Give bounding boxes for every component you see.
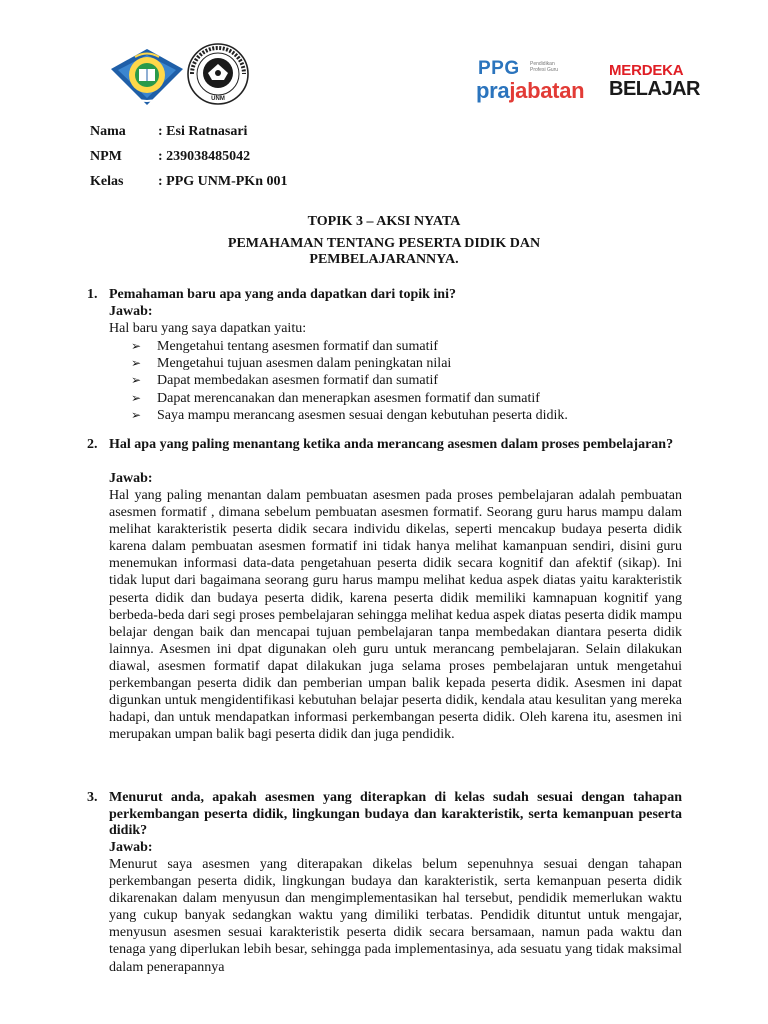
unm-seal-icon (186, 42, 250, 106)
list-item-text: Mengetahui tujuan asesmen dalam peningkatan nilai (157, 356, 452, 372)
kemendikbud-logo-icon (108, 45, 186, 109)
list-item (131, 372, 568, 389)
question-2-text: Hal apa yang paling menantang ketika anda merancang asesmen dalam proses pembelajaran? (109, 437, 674, 452)
question-3-answer: Menurut saya asesmen yang diterapakan dikelas belum sepenuhnya sesuai dengan tahapan perkembangan peserta didik, lingkungan budaya dan karakteristik, serta kemanpuan peserta didik dikarenakan dalam menyusun dan mengimplementasikan hal tersebut, pendidik memerlukan waktu yang cukup banyak sedangkan waktu yang dimiliki terbatas. Pendidik dituntut untuk mengajar, menyusun asesmen sesuai karakteristik peserta didik secara bersamaan, namun pada waktu dan tenaga yang diperlukan lebih besar, sehingga pada implementasinya, ada sesuatu yang tidak maksimal dalam penerapannya (109, 857, 682, 975)
question-2-number: 2. (87, 437, 98, 452)
ppg-logo-jabatan: jabatan (509, 78, 585, 103)
ppg-prajabatan-logo (474, 56, 594, 110)
arrow-bullet-icon: ➢ (131, 390, 142, 405)
question-3-number: 3. (87, 790, 98, 805)
npm-value: : 239038485042 (158, 149, 251, 164)
question-1-intro: Hal baru yang saya dapatkan yaitu: (109, 321, 307, 336)
merdeka-logo-line2: BELAJAR (609, 78, 700, 100)
list-item-text: Dapat merencanakan dan menerapkan asesmen formatif dan sumatif (157, 390, 540, 406)
merdeka-logo-line1: MERDEKA (609, 62, 684, 79)
ppg-logo-subtitle: Pendidikan Profesi Guru (530, 61, 559, 73)
name-label: Nama (90, 124, 126, 139)
arrow-bullet-icon: ➢ (131, 356, 142, 371)
arrow-bullet-icon: ➢ (131, 339, 142, 353)
list-item (131, 390, 568, 407)
svg-text:UNM: UNM (211, 96, 225, 102)
question-3-jawab-label: Jawab: (109, 840, 153, 855)
ppg-logo-word: PPG (478, 58, 520, 79)
name-value: : Esi Ratnasari (158, 124, 248, 139)
question-2-answer: Hal yang paling menantan dalam pembuatan asesmen pada proses pembelajaran adalah pembuatan asesmen formatif , dimana sebelum pembuatan asesmen formatif. Seorang guru harus mampu dalam melihat karakteristik peserta didik secara individu dikelas, seperti mencakup budaya peserta didik karena dalam pembuatan asesmen formatif ini tidak hanya melihat kamanpuan sendiri, disini guru menemukan informasi data-data pengetahuan peserta didik secara kognitif dan afektif (sikap). Ini tidak luput dari bagaimana seorang guru harus mampu melihat kedua aspek diatas yaitu karakteristik peserta didik dan budaya peserta didik, karena peserta didik memiliki kamnapuan kognitif yang berbeda-beda dari segi proses pembelajaran sehingga melihat kedua aspek diatas peserta didik mampu belajar dengan baik dan mencapai tujuan pembelajaran tanpa membedakan diantara peserta didik lainnya. Asesmen ini dpat digunakan oleh guru untuk merancang pembelajaran. Selain dilakukan diawal, asesmen formatif dapat dilakukan juga selama proses pembelajaran untuk mengetahui perkembangan peserta didik dan pemberian umpan balik kepada peserta didik. Asesmen ini dapat digunkan untuk mengidentifikasi kebutuhan belajar peserta didik, kendala atau kesulitan yang mereka hadapi, dan untuk mendapatkan informasi perkembangan peserta didik. Oleh karena itu, asesmen ini merupakan umpan balik bagi peserta didik dan juga pendidik. (109, 488, 683, 743)
list-item-text: Saya mampu merancang asesmen sesuai dengan kebutuhan peserta didik. (157, 407, 568, 423)
subject-title-line2: PEMBELAJARANNYA. (309, 252, 459, 267)
ppg-logo-main (476, 78, 584, 104)
class-label: Kelas (90, 174, 124, 189)
list-item (131, 355, 568, 372)
ppg-logo-pra: pra (476, 78, 510, 103)
subject-title-line1: PEMAHAMAN TENTANG PESERTA DIDIK DAN (227, 236, 541, 251)
list-item-text: Mengetahui tentang asesmen formatif dan sumatif (157, 339, 439, 354)
npm-label: NPM (90, 149, 122, 164)
arrow-bullet-icon: ➢ (131, 407, 142, 422)
list-item-text: Dapat membedakan asesmen formatif dan sumatif (157, 373, 439, 389)
merdeka-belajar-logo (609, 62, 700, 99)
header-logos (0, 0, 768, 120)
question-3-text: Menurut anda, apakah asesmen yang diterapkan di kelas sudah sesuai dengan tahapan perkembangan peserta didik, lingkungan budaya dan karakteristik, serta kemanpuan peserta didik? (109, 790, 682, 838)
arrow-bullet-icon: ➢ (131, 373, 142, 388)
question-1-bullet-list (131, 338, 568, 424)
list-item (131, 338, 568, 355)
list-item (131, 407, 568, 424)
question-1-jawab-label: Jawab: (109, 304, 153, 319)
topic-title: TOPIK 3 – AKSI NYATA (307, 214, 461, 229)
question-1-text: Pemahaman baru apa yang anda dapatkan dari topik ini? (109, 287, 456, 302)
question-2-jawab-label: Jawab: (109, 471, 153, 486)
class-value: : PPG UNM-PKn 001 (158, 174, 288, 189)
question-1-number: 1. (87, 287, 98, 302)
